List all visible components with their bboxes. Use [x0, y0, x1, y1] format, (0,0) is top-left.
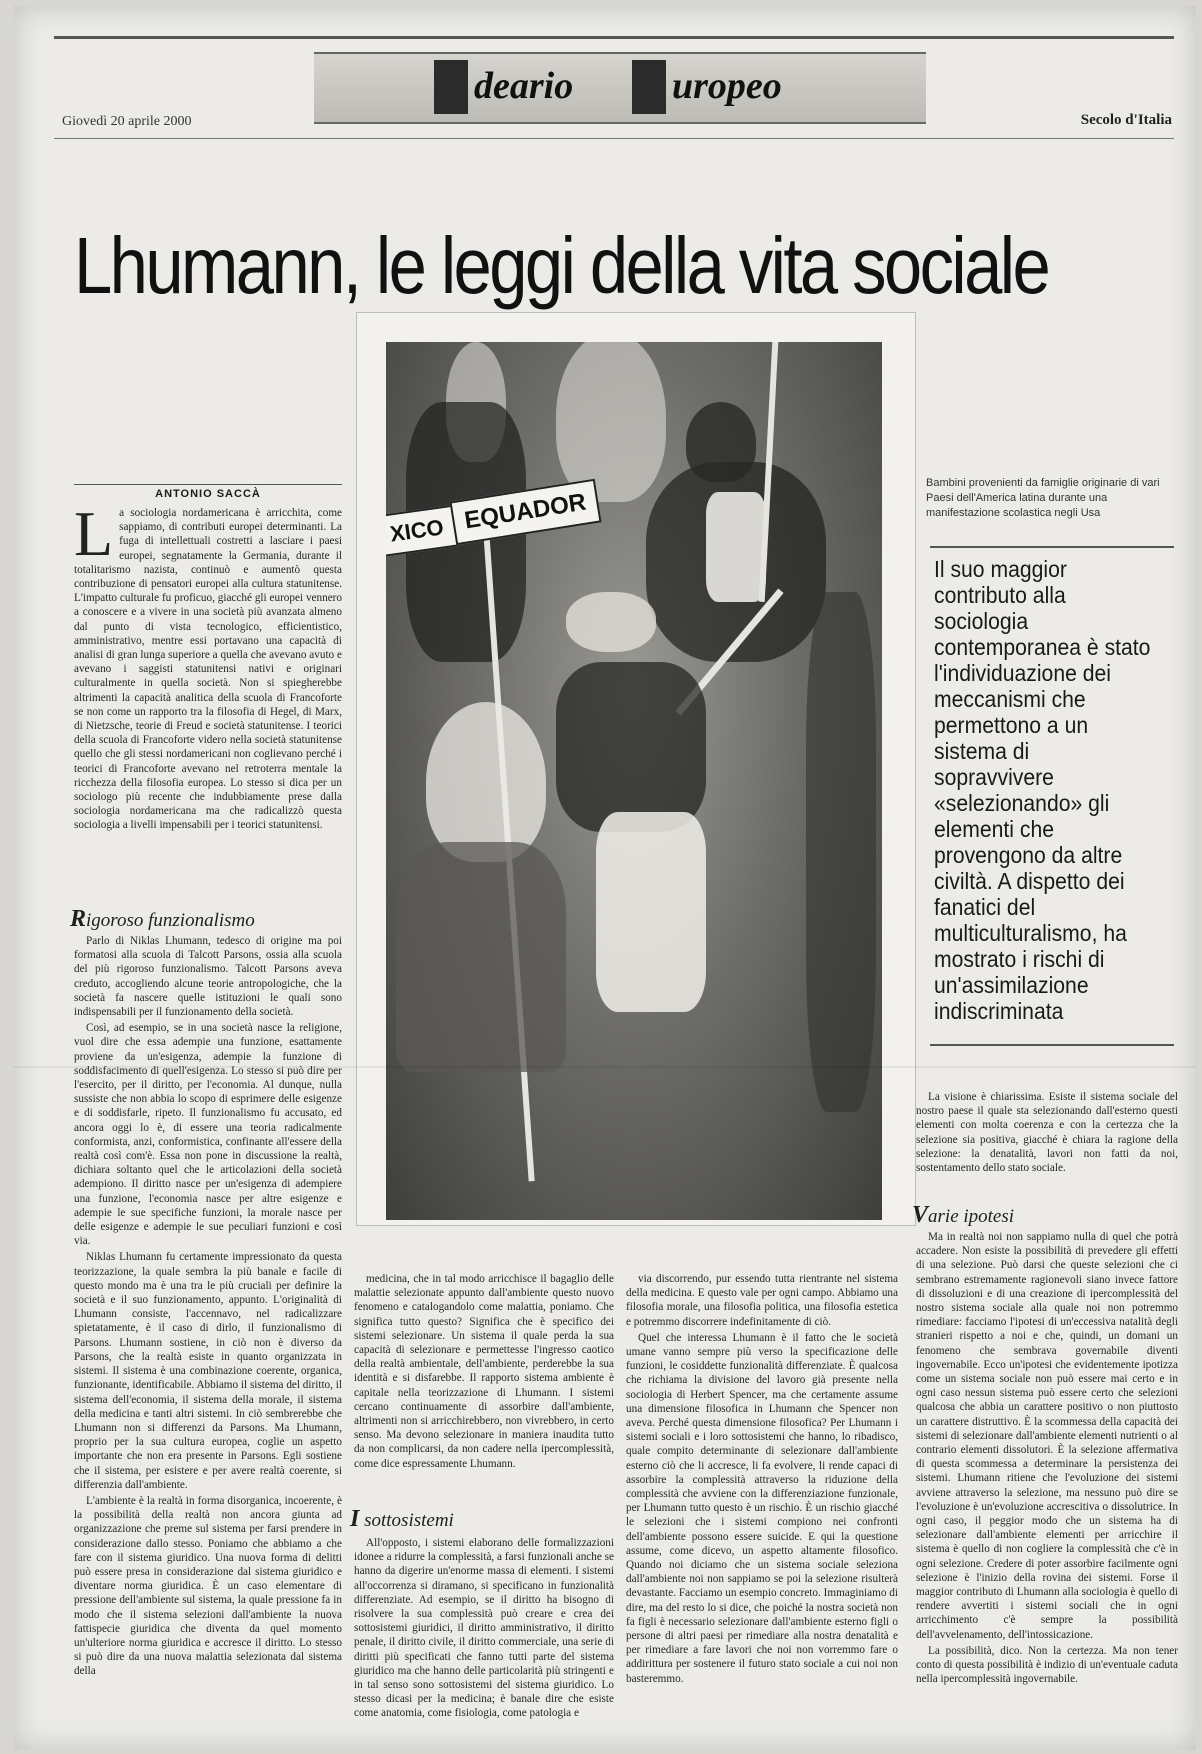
section-masthead: [314, 52, 926, 124]
intro-paragraph: a sociologia nordamericana è arricchita, come sappiamo, di contributi europei determinanti. La fuga di intellettuali costretti a lasciare i paesi europei, segnatamente la Germania, durante il totalitarismo nazista, continuò e aumentò questa contribuzione di pensatori europei alla cultura statunitense. L'impatto culturale fu proficuo, giacché gli europei vennero a conoscere e a vivere in una società più avanzata almeno dal punto di vista tecnologico, efficientistico, amministrativo, mentre essi portavano una capacità di analisi di gran lunga superiore a quella che avevano avuto e avevano i saggisti statunitensi nativi e originari culturalmente in quella società. Non si spiegherebbe altrimenti la capacità analitica della scuola di Francoforte se non come un rapporto tra la filosofia di Hegel, di Marx, di Nietzsche, teorie di Freud e società statunitense. I teorici della scuola di Francoforte videro nella società statunitense quello che gli stessi nordamericani non coglievano perché i teorici di Francoforte avevano nel retroterra mentale la ricchezza della filosofia europea. Lo stesso si dica per un sociologo più recente che indubbiamente prese dalla sociologia nordamericana ma che radicalizzò questa sociologia a livelli impensabili per i teorici statunitensi.: [74, 507, 342, 832]
subhead-text: igoroso funzionalismo: [86, 910, 255, 931]
subhead-initial: V: [912, 1202, 929, 1228]
photo-children-parade: [386, 342, 882, 1220]
photo-head: [686, 402, 756, 482]
subhead-initial: R: [70, 906, 87, 932]
article-column-3: [626, 1272, 898, 1740]
paragraph: Niklas Lhumann fu certamente impressionato da questa teorizzazione, la quale sembra la più banale e facile di questo mondo ma è una tra le più cruciali per definire la società e il suo funzionamento, appunto. L'originalità di Lhumann consiste, l'accennavo, nel radicalizzare spietatamente, è il caso di dirlo, il funzionalismo di Parsons. Lhumann sostiene, in ciò non è diverso da Parsons, che la realtà esiste in quanto organizzata in sistemi. Il sistema è una combinazione coerente, organica, funzionante, identificabile. Abbiamo il sistema del diritto, il sistema dell'economia, il sistema della morale, il sistema della medicina e tanti altri sistemi. In ciò sembrerebbe che Lhumann non si differenzi da Parsons. Ma Lhumann, proprio per la sua cultura europea, coglie un aspetto importante che non era presente in Parsons. Egli sostiene che il sistema, per esistere e per avere realtà coerente, si differenzia dall'ambiente.: [74, 1251, 342, 1491]
subhead-initial: I: [350, 1506, 360, 1532]
paragraph: La possibilità, dico. Non la certezza. Ma non tener conto di questa possibilità è indizio di un'eventuale caduta nella ipercomplessità ingovernabile.: [916, 1644, 1178, 1686]
article-column-4-continued: [916, 1230, 1178, 1740]
paragraph: Parlo di Niklas Lhumann, tedesco di origine ma poi formatosi alla scuola di Talcott Parsons, ossia alla scuola del più rigoroso funzionalismo. Talcott Parsons aveva creduto, accogliendo alcune teorie antropologiche, che la società fa nascere quelle istituzioni le quali sono indispensabili per il funzionamento della società.: [74, 935, 342, 1019]
author-rule: [74, 484, 342, 485]
photo-girl: [426, 702, 546, 862]
pull-quote-rule-bottom: [930, 1044, 1174, 1046]
subhead-sottosistemi: [350, 1506, 454, 1533]
photo-background-figure: [806, 592, 876, 1112]
sign-mexico: XICO: [386, 505, 458, 557]
photo-scarf: [706, 492, 766, 602]
sign-equador: EQUADOR: [449, 479, 601, 545]
photo-trousers: [596, 812, 706, 1012]
paragraph: La visione è chiarissima. Esiste il sistema sociale del nostro paese il quale sta selezionando dall'esterno questi elementi con molta coerenza e con la certezza che la selezione sia positiva, giacché è chiara la ragione della selezione: la denatalità, lavori non fatti da noi, sostentamento dello stato sociale.: [916, 1091, 1178, 1175]
masthead-initial-block: [434, 60, 468, 114]
masthead-initial-block: [632, 60, 666, 114]
paragraph: All'opposto, i sistemi elaborano delle formalizzazioni idonee a ridurre la complessità, a farsi funzionali anche se hanno da digerire un'enorme massa di elementi. I sistemi all'occorrenza si diramano, si specificano in funzionalità differenziate. Ad esempio, se il diritto ha bisogno di risolvere la sua complessità può creare e crea dei sottosistemi giuridici, il diritto amministrativo, il diritto penale, il diritto civile, il diritto commerciale, una serie di diritti più specificati che fanno tutti parte del sistema giuridico ma che hanno delle particolarità più stringenti e in tal senso sono sottosistemi del sistema giuridico. Lo stesso dicasi per la medicina; è banale dire che esiste come anatomia, come fisiologia, come patologia e: [354, 1537, 614, 1720]
dropcap: L: [74, 506, 114, 569]
masthead-word1: deario: [474, 65, 574, 107]
article-column-4: [916, 1090, 1178, 1196]
photo-hat: [566, 592, 656, 652]
photo-figure: [556, 342, 666, 502]
header-rule: [54, 138, 1174, 139]
paragraph: Ma in realtà noi non sappiamo nulla di quel che potrà accadere. Non esiste la possibilità di prevedere gli effetti di una selezione. Può darsi che queste selezioni che ci sembrano estremamente ragionevoli siano invece fattore di dissoluzioni e di una creazione di ipercomplessità del nostro sistema sociale alla quale noi non potremmo rimediare: facciamo l'ipotesi di un'eccessiva natalità degli stranieri rispetto a noi e che, quindi, un domani un fenomeno che sembrava governabile diventi ingovernabile. Ecco un'ipotesi che evidentemente ipotizza come un sistema sociale non può essere mai certo e in ogni caso nessun sistema può essere certo che selezioni qualcosa che abbia un carattere positivo o non piuttosto un carattere distruttivo. È la scommessa della capacità dei sistemi di selezionare dall'ambiente elementi nutrienti o al contrario elementi dissolutori. È la selezione affermativa di questa scommessa a determinare la persistenza dei sistemi. Lhumann ritiene che l'evoluzione dei sistemi avviene attraverso la selezione, ma nessuno può dire se l'evoluzione è un'evoluzione accrescitiva o dissolutrice. In ogni caso, il peggior modo che un sistema ha di selezionare dall'ambiente elementi per arricchire il sistema è quello di non cogliere la complessità che c'è in ogni selezione. Credere di poter assorbire facilmente ogni selezione è l'inizio della rovina dei sistemi. Forse il maggior contributo di Lhumann alla sociologia è quello di rendere avvertiti i sistemi sociali che in ogni arricchimento c'è sempre la possibilità dell'avvelenamento, dell'intossicazione.: [916, 1231, 1178, 1641]
paragraph: Quel che interessa Lhumann è il fatto che le società umane vanno sempre più verso la specificazione delle funzioni, le cosiddette funzionalità differenziate. È qualcosa che richiama la divisione del lavoro già presente nella sociologia di Herbert Spencer, ma che certamente assume una dimensione filosofica in Lhumann che Spencer non aveva. Perché questa dimensione filosofica? Per Lhumann i sistemi sociali e i loro sottosistemi che hanno, lo ribadisco, quale compito determinante di selezionare dall'ambiente esterno ciò che li accresce, li fa evolvere, li rende capaci di assorbire la complessità attraverso la riduzione della complessità che avviene con la differenziazione funzionale, per Lhumann tutto questo è un rischio. È un rischio giacché le selezioni che i sistemi compiono nei confronti dell'ambiente possono essere suicide. E qui la questione assume, come dicevo, un aspetto altamente filosofico. Quando noi diciamo che un sistema sociale seleziona dall'ambiente noi non sappiamo se poi la selezione risulterà devastante. Facciamo un esempio concreto. Immaginiamo di dire, ma del resto lo si dice, che poiché la nostra società non fa figli è necessario selezionare dall'ambiente esterno figli o persone di altri paesi per rimediare alla nostra denatalità e per rimediare a fare lavori che noi non vorremmo fare o addirittura per sostenere il futuro stato sociale a cui noi non basteremmo.: [626, 1331, 898, 1685]
newspaper-page: [14, 6, 1196, 1750]
pull-quote-rule-top: [930, 546, 1174, 548]
photo-jacket: [556, 662, 706, 832]
paragraph: via discorrendo, pur essendo tutta rientrante nel sistema della medicina. E questo vale per ogni campo. Abbiamo una filosofia morale, una filosofia politica, una filosofia estetica e potremmo discorrere indefinitamente di ciò.: [626, 1273, 898, 1328]
subhead-rigoroso: [70, 906, 255, 933]
paragraph: medicina, che in tal modo arricchisce il bagaglio delle malattie selezionate appunto dall'ambiente questo nuovo fenomeno e catalogandolo come malattia, poniamo. Che significa tutto questo? Significa che è specifico dei sistemi selezionare. Un sistema il quale perda la sua capacità di selezionare e permettesse l'ingresso caotico della realtà ambientale, dell'ambiente, perderebbe la sua identità e si disfarebbe. Il rapporto sistema ambiente è capitale nella teorizzazione di Lhumann. I sistemi cercano continuamente di assorbire dall'ambiente, altrimenti non si arricchirebbero, non vivrebbero, in certo senso. Ma devono selezionare in maniera inaudita tutto da non complicarsi, da non cadere nella ipercomplessità, come dice espressamente Lhumann.: [354, 1273, 614, 1470]
masthead-word2: uropeo: [672, 65, 782, 107]
photo-skirt: [396, 842, 566, 1072]
issue-date: Giovedì 20 aprile 2000: [62, 114, 192, 129]
pull-quote: Il suo maggior contributo alla sociologia contemporanea è stato l'individuazione dei meccanismi che permettono a un sistema di sopravvivere «selezionando» gli elementi che provengono da altre civiltà. A dispetto dei fanatici del multiculturalismo, ha mostrato i rischi di un'assimilazione indiscriminata: [934, 556, 1151, 1024]
paper-fold: [14, 1066, 1196, 1068]
paragraph: L'ambiente è la realtà in forma disorganica, incoerente, è la possibilità della realtà non ancora giunta ad organizzazione che preme sul sistema per farsi prendere in considerazione dallo stesso. Poniamo che abbiamo a che fare con il sistema giuridico. Una nuova forma di delitti può essere presa in considerazione dal sistema giuridico e diventare norma giuridica. È un caso elementare di pressione dell'ambiente sul sistema, la quale pressione fa in modo che il sistema selezioni dall'ambiente la nuova fattispecie giuridica che diventa da quel momento un'ulteriore norma giuridica e accresce il diritto. Lo stesso si può dire da una nuova malattia selezionata dal sistema della: [74, 1494, 342, 1678]
author-byline: ANTONIO SACCÀ: [155, 488, 261, 500]
article-column-1-continued: [74, 934, 342, 1740]
paragraph: Così, ad esempio, se in una società nasce la religione, vuol dire che essa adempie una funzione, esattamente proviene da un'esigenza, adempie la funzione di soddisfacimento di quell'esigenza. Lo stesso si può dire per l'esercito, per il diritto, per l'economia. Al dunque, nulla sussiste che non abbia lo scopo di esprimere delle esigenze e di soddisfarle, ripeto. Il funzionalismo fu accusato, ed ancora oggi lo è, di essere una teoria radicalmente conformista, anzi, conformistica, confinante all'essere della realtà così com'è. Essa non pone in discussione la realtà, dichiara soltanto quel che le articolazioni della società adempiono. Il diritto nasce per un'esigenza di adempiere una funzione, l'economia nasce per altre esigenze e adempie le sue specifiche funzioni, la morale nasce per delle esigenze e adempie le sue peculiari funzioni e così via.: [74, 1022, 342, 1248]
newspaper-name: Secolo d'Italia: [1080, 112, 1172, 128]
article-column-2: [354, 1272, 614, 1494]
headline: Lhumann, le leggi della vita sociale: [74, 220, 1049, 310]
article-column-2-continued: [354, 1536, 614, 1740]
subhead-text: sottosistemi: [359, 1510, 454, 1531]
article-column-1: [74, 506, 342, 902]
subhead-varie-ipotesi: [912, 1202, 1014, 1229]
subhead-text: arie ipotesi: [928, 1206, 1015, 1227]
top-rule: [54, 36, 1174, 39]
photo-caption: Bambini provenienti da famiglie originarie di vari Paesi dell'America latina durante una manifestazione scolastica negli Usa: [926, 477, 1160, 519]
